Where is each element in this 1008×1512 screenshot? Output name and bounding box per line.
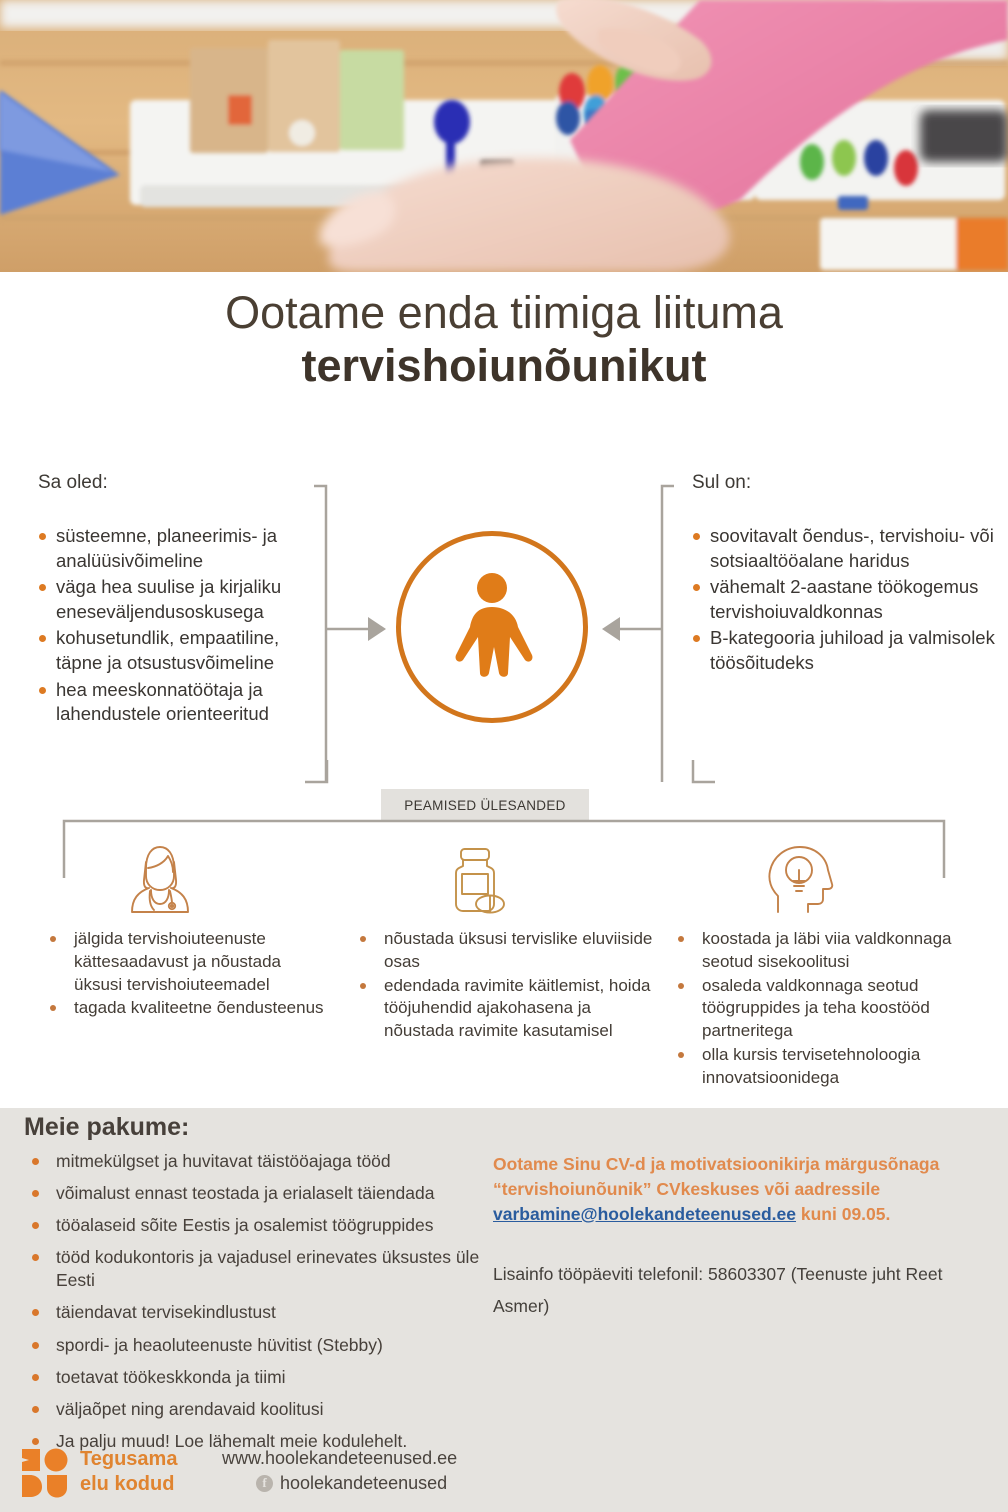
requirements-list [692, 524, 1008, 676]
task-list-1 [40, 928, 330, 1020]
page-title [0, 288, 1008, 395]
list-item: väga hea suulise ja kirjaliku eneseväljendusoskusega [38, 575, 328, 624]
requirements-heading: Sul on: [692, 472, 752, 493]
task-column-2 [350, 928, 660, 1044]
connector-right [586, 484, 676, 784]
contact-info: Lisainfo tööpäeviti telefonil: 58603307 (Teenuste juht Reet Asmer) [493, 1264, 943, 1317]
person-in-circle-icon [396, 531, 588, 723]
list-item: tööd kodukontoris ja vajadusel erinevates üksustes üle Eesti [20, 1246, 490, 1292]
task-list-2 [350, 928, 660, 1043]
list-item: tööalaseid sõite Eestis ja osalemist töögruppides [20, 1214, 490, 1237]
connector-left [312, 484, 402, 784]
profile-column [38, 472, 328, 729]
logo-line-2: elu kodud [80, 1473, 175, 1495]
list-item: süsteemne, planeerimis- ja analüüsivõimeline [38, 524, 328, 573]
list-item: edendada ravimite käitlemist, hoida tööjuhendid ajakohasena ja nõustada ravimite kasutamisel [350, 975, 660, 1043]
offer-list [20, 1150, 490, 1453]
list-item: soovitavalt õendus-, tervishoiu- või sotsiaaltööalane haridus [692, 524, 1008, 573]
list-item: jälgida tervishoiuteenuste kättesaadavust ja nõustada üksusi tervishoiuteemadel [40, 928, 330, 996]
application-email-link[interactable]: varbamine@hoolekandeteenused.ee [493, 1203, 797, 1224]
apply-line-2: “tervishoiunõunik” CVkeskuses või aadressile [493, 1178, 881, 1199]
list-item: mitmekülgset ja huvitavat täistööajaga tööd [20, 1150, 490, 1173]
list-item: Ja palju muud! Loe lähemalt meie kodulehelt. [20, 1430, 490, 1453]
list-item: koostada ja läbi viia valdkonnaga seotud sisekoolitusi [668, 928, 998, 974]
task-list-3 [668, 928, 998, 1089]
logo-line-1: Tegusama [80, 1448, 178, 1470]
list-item: vähemalt 2-aastane töökogemus tervishoiuvaldkonnas [692, 575, 1008, 624]
kodu-logo-icon [22, 1448, 70, 1498]
profile-list [38, 524, 328, 727]
apply-instructions [493, 1152, 993, 1227]
logo-text [80, 1447, 177, 1497]
connector-bottom-elbows [300, 760, 720, 790]
task-column-3 [668, 928, 998, 1090]
tasks-section-label [381, 789, 589, 821]
nurse-icon [118, 838, 202, 922]
task-icons-row [0, 838, 1008, 922]
list-item: tagada kvaliteetne õendusteenus [40, 997, 330, 1020]
list-item: kohusetundlik, empaatiline, täpne ja otsustusvõimeline [38, 626, 328, 675]
list-item: olla kursis tervisetehnoloogia innovatsioonidega [668, 1044, 998, 1090]
list-item: hea meeskonnatöötaja ja lahendustele orienteeritud [38, 678, 328, 727]
offer-list-wrapper [20, 1150, 490, 1462]
list-item: osaleda valdkonnaga seotud töögruppides ja teha koostööd partneritega [668, 975, 998, 1043]
facebook-handle: hoolekandeteenused [280, 1473, 448, 1493]
head-lightbulb-icon [758, 838, 842, 922]
offer-heading: Meie pakume: [24, 1113, 190, 1141]
facebook-link[interactable] [256, 1472, 447, 1495]
list-item: nõustada üksusi tervislike eluviiside osas [350, 928, 660, 974]
pill-bottle-icon [433, 838, 517, 922]
list-item: täiendavat tervisekindlustust [20, 1301, 490, 1324]
facebook-icon: f [256, 1475, 273, 1492]
title-line-1: Ootame enda tiimiga liituma [225, 287, 783, 338]
task-column-1 [40, 928, 330, 1021]
title-line-2: tervishoiunõunikut [301, 340, 707, 392]
hero-photo [0, 0, 1008, 272]
website-url[interactable]: www.hoolekandeteenused.ee [222, 1448, 458, 1468]
apply-line-1: Ootame Sinu CV-d ja motivatsioonikirja märgusõnaga [493, 1154, 940, 1174]
apply-deadline: kuni 09.05. [796, 1203, 891, 1224]
list-item: spordi- ja heaoluteenuste hüvitist (Stebby) [20, 1334, 490, 1357]
tasks-section-label-text: PEAMISED ÜLESANDED [404, 797, 566, 813]
list-item: toetavat töökeskkonda ja tiimi [20, 1366, 490, 1389]
profile-heading: Sa oled: [38, 472, 108, 493]
list-item: võimalust ennast teostada ja erialaselt täiendada [20, 1182, 490, 1205]
list-item: B-kategooria juhiload ja valmisolek töösõitudeks [692, 626, 1008, 675]
list-item: väljaõpet ning arendavaid koolitusi [20, 1398, 490, 1421]
requirements-column [692, 472, 1008, 678]
